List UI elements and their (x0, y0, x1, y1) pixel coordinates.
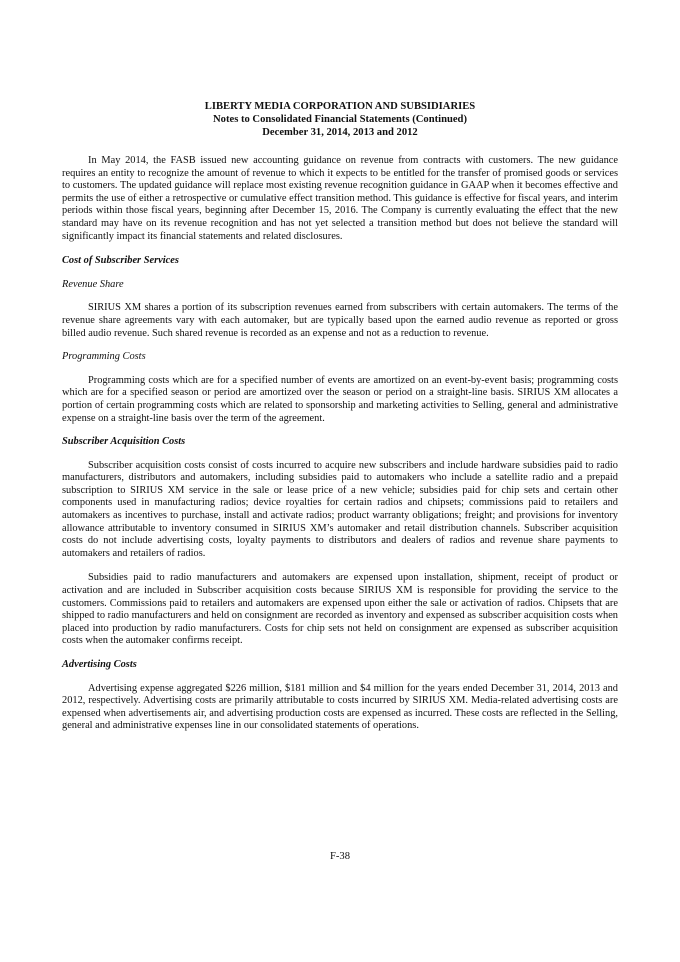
subscriber-acquisition-paragraph-2: Subsidies paid to radio manufacturers and automakers are expensed upon installation, shipment, receipt of product or activation and are included in Subscriber acquisition costs because SIRIUS XM is responsible for providing the service to the customers. Commissions paid to retailers and automakers are expensed upon either the sale or activation of radios. Chipsets that are shipped to radio manufacturers and held on consignment are recorded as inventory and expensed as subscriber acquisition costs when placed into production by radio manufacturers. Costs for chip sets not held on consignment are expensed as subscriber acquisition costs when the automaker confirms receipt. (62, 572, 618, 647)
page-header (62, 100, 618, 139)
section-heading-subscriber-acquisition-costs: Subscriber Acquisition Costs (62, 436, 186, 448)
subscriber-acquisition-paragraph-1: Subscriber acquisition costs consist of costs incurred to acquire new subscribers and include hardware subsidies paid to radio manufacturers, distributors and automakers, including subsidies paid to automakers who include a satellite radio and a prepaid subscription to SIRIUS XM service in the sale or lease price of a new vehicle; subsidies paid for chip sets and certain other components used in manufacturing radios; device royalties for certain radios and chipsets; commissions paid to retailers and automakers as incentives to purchase, install and activate radios; product warranty obligations; freight; and provisions for inventory allowance attributable to inventory consumed in SIRIUS XM’s automaker and retail distribution channels. Subscriber acquisition costs do not include advertising costs, loyalty payments to distributors and dealers of radios and revenue share payments to automakers and retailers of radios. (62, 459, 618, 559)
subheading-programming-costs: Programming Costs (62, 351, 146, 363)
programming-costs-paragraph: Programming costs which are for a specified number of events are amortized on an event-by-event basis; programming costs which are for a specified season or period are amortized over the season or period on a straight-line basis. SIRIUS XM allocates a portion of certain programming costs which are related to sponsorship and marketing activities to Selling, general and administrative expense on a straight-line basis over the term of the agreement. (62, 374, 618, 424)
statement-subtitle: Notes to Consolidated Financial Statements (Continued) (213, 114, 467, 125)
company-name: LIBERTY MEDIA CORPORATION AND SUBSIDIARIES (204, 101, 476, 112)
section-heading-cost-of-subscriber-services: Cost of Subscriber Services (62, 255, 179, 267)
subheading-revenue-share: Revenue Share (62, 278, 124, 290)
section-heading-advertising-costs: Advertising Costs (62, 659, 137, 670)
statement-date: December 31, 2014, 2013 and 2012 (262, 127, 418, 138)
page-number: F-38 (329, 851, 350, 862)
document-body (62, 155, 618, 733)
revenue-share-paragraph: SIRIUS XM shares a portion of its subscription revenues earned from subscribers with certain automakers. The terms of the revenue share agreements vary with each automaker, but are typically based upon the earned audio revenue as reported or gross billed audio revenue. Such shared revenue is recorded as an expense and not as a reduction to revenue. (62, 302, 618, 339)
advertising-paragraph: Advertising expense aggregated $226 million, $181 million and $4 million for the years ended December 31, 2014, 2013 and 2012, respectively. Advertising costs are primarily attributable to costs incurred by SIRIUS XM. Media-related advertising costs are expensed when advertisements air, and advertising production costs are expensed as incurred. These costs are reflected in the Selling, general and administrative expenses line in our consolidated statements of operations. (62, 682, 618, 732)
intro-paragraph: In May 2014, the FASB issued new accounting guidance on revenue from contracts with customers. The new guidance requires an entity to recognize the amount of revenue to which it expects to be entitled for the transfer of promised goods or services to customers. The updated guidance will replace most existing revenue recognition guidance in GAAP when it becomes effective and permits the use of either a retrospective or cumulative effect transition method. This guidance is effective for fiscal years, and interim periods within those fiscal years, beginning after December 15, 2016. The Company is currently evaluating the effect that the new standard may have on its revenue recognition and has not yet selected a transition method but does not believe the standard will significantly impact its financial statements and related disclosures. (62, 155, 618, 242)
